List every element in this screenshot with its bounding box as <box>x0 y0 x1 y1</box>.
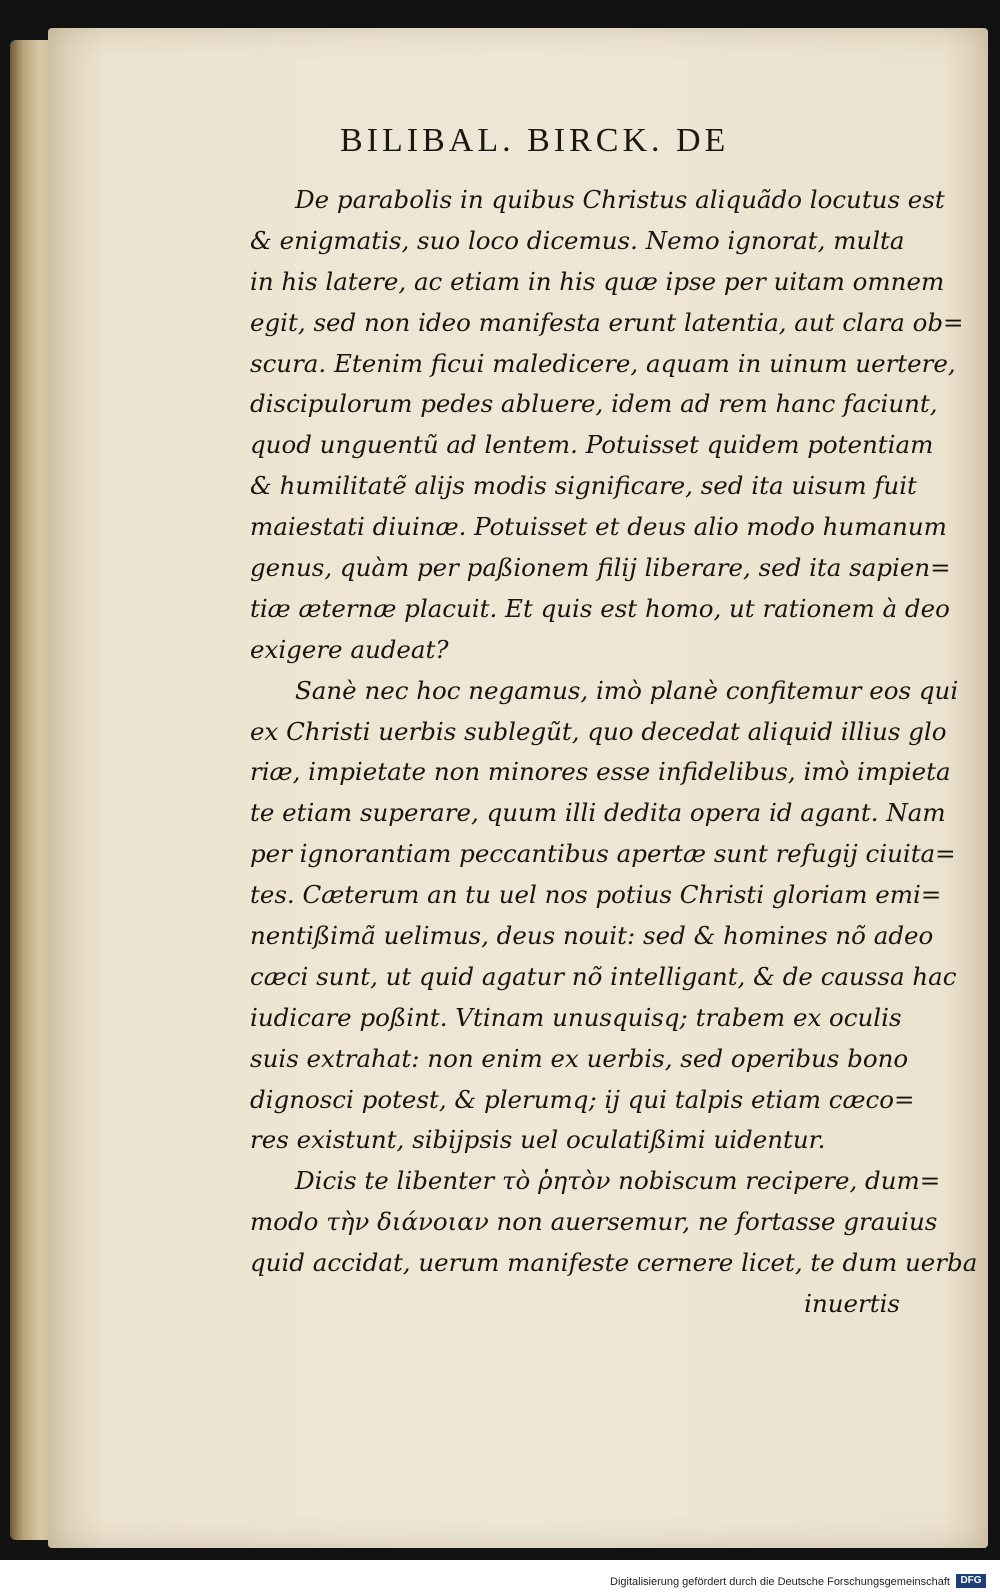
text-line: exigere audeat? <box>250 634 449 664</box>
text-line: iudicare poßint. Vtinam unusquisq; trabem ex oculis <box>250 1002 902 1032</box>
text-line: & enigmatis, suo loco dicemus. Nemo ignorat, multa <box>250 225 905 255</box>
text-line: in his latere, ac etiam in his quæ ipse per uitam omnem <box>250 266 945 296</box>
dfg-logo: DFG <box>956 1574 986 1588</box>
text-line: genus, quàm per paßionem filij liberare, sed ita sapien= <box>250 553 951 583</box>
text-line: scura. Etenim ficui maledicere, aquam in uinum uertere, <box>250 348 956 378</box>
text-line: maiestati diuinæ. Potuisset et deus alio modo humanum <box>250 512 947 542</box>
text-line: res existunt, sibijpsis uel oculatißimi uidentur. <box>250 1125 826 1155</box>
catchword: inuertis <box>804 1289 900 1319</box>
text-line: & humilitatẽ alijs modis significare, sed ita uisum fuit <box>250 471 917 501</box>
text-line: quod unguentũ ad lentem. Potuisset quidem potentiam <box>250 430 934 460</box>
text-line: tes. Cæterum an tu uel nos potius Christi gloriam emi= <box>250 880 942 910</box>
text-line: Sanè nec hoc negamus, imò planè confitemur eos qui <box>295 675 959 705</box>
text-line: Dicis te libenter τὸ ῥητὸν nobiscum recipere, dum= <box>295 1166 941 1196</box>
text-line: te etiam superare, quum illi dedita opera id agant. Nam <box>250 798 946 828</box>
text-line: quid accidat, uerum manifeste cernere licet, te dum uerba <box>250 1248 978 1278</box>
text-line: riæ, impietate non minores esse infidelibus, imò impieta <box>250 757 951 787</box>
text-line: discipulorum pedes abluere, idem ad rem hanc faciunt, <box>250 389 938 419</box>
footer-credit: Digitalisierung gefördert durch die Deutsche Forschungsgemeinschaft <box>610 1576 950 1588</box>
text-line: cæci sunt, ut quid agatur nõ intelligant, & de caussa hac <box>250 961 957 991</box>
running-head: BILIBAL. BIRCK. DE <box>340 122 730 159</box>
body-text <box>250 180 978 1325</box>
text-line: modo τὴν διάνοιαν non auersemur, ne fortasse grauius <box>250 1207 938 1237</box>
text-line: suis extrahat: non enim ex uerbis, sed operibus bono <box>250 1043 909 1073</box>
text-line: per ignorantiam peccantibus apertæ sunt refugij ciuita= <box>250 839 956 869</box>
text-line: De parabolis in quibus Christus aliquãdo locutus est <box>295 185 945 214</box>
text-line: tiæ æternæ placuit. Et quis est homo, ut rationem à deo <box>250 593 950 623</box>
text-line: egit, sed non ideo manifesta erunt latentia, aut clara ob= <box>250 307 964 337</box>
text-line: nentißimã uelimus, deus nouit: sed & homines nõ adeo <box>250 921 934 951</box>
text-line: dignosci potest, & plerumq; ij qui talpis etiam cæco= <box>250 1084 915 1114</box>
text-line: ex Christi uerbis sublegũt, quo decedat aliquid illius glo <box>250 716 947 746</box>
